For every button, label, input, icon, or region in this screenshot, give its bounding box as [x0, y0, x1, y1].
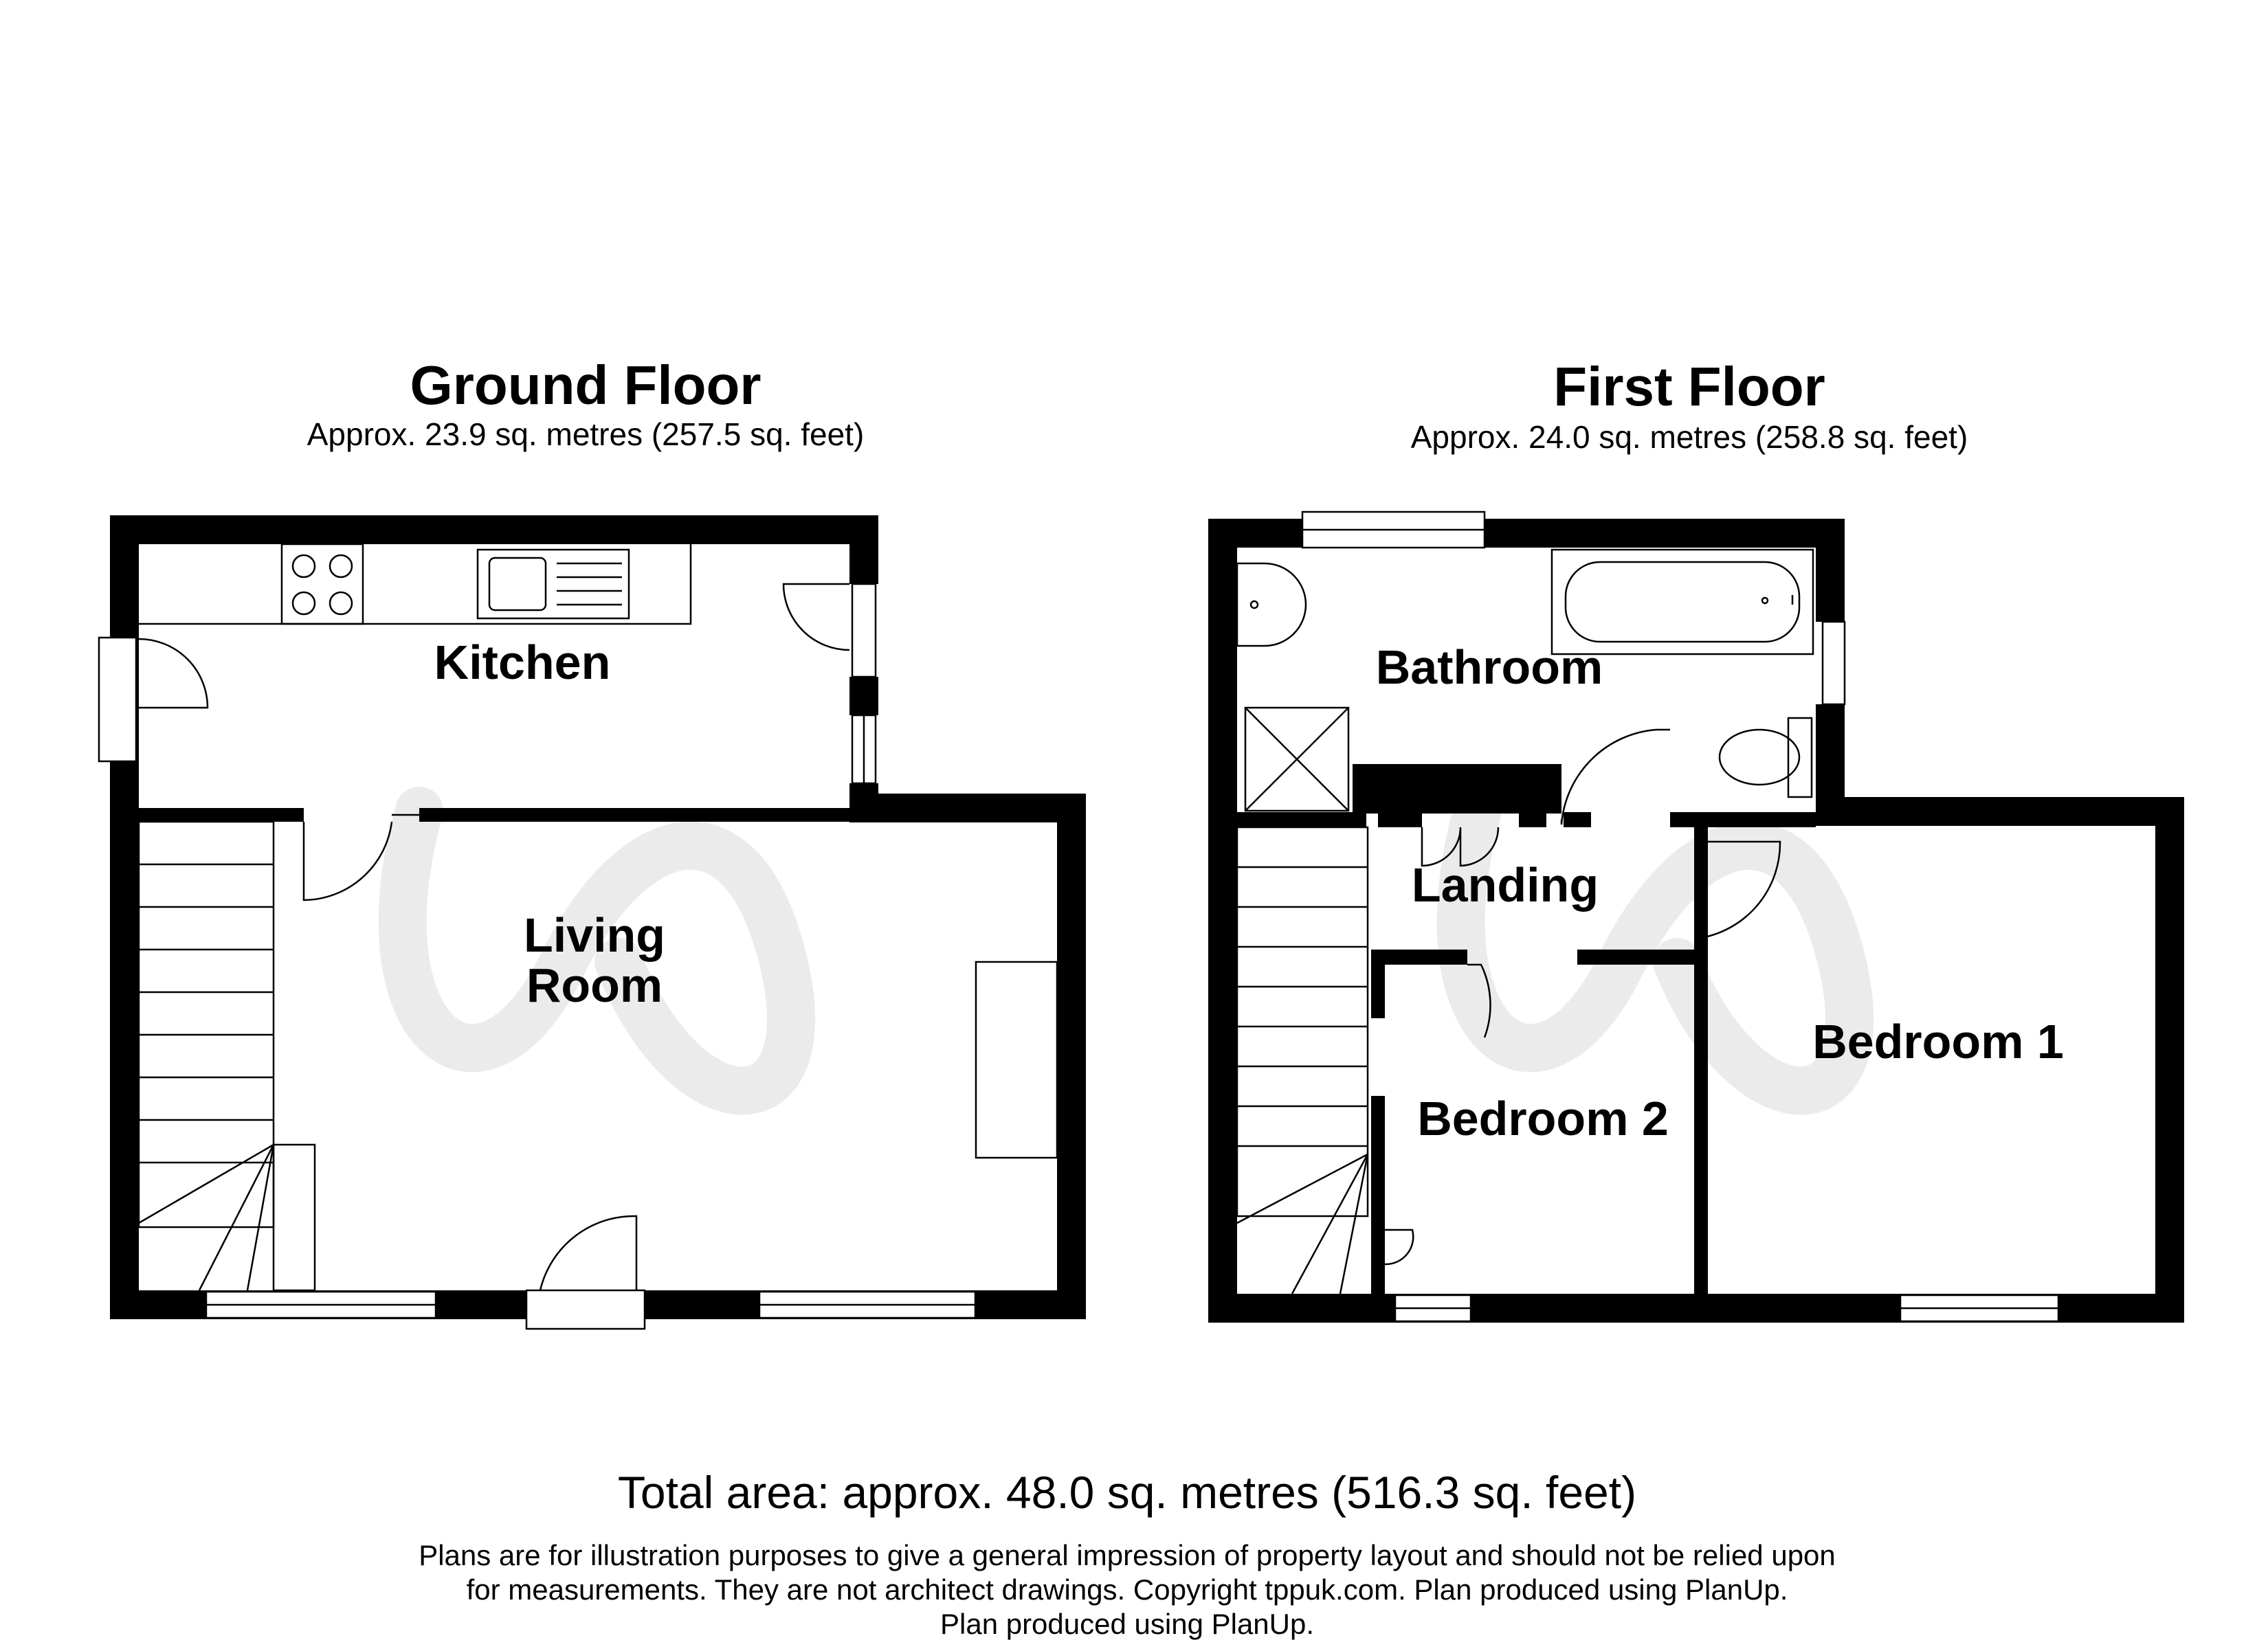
ground-floor-title: Ground Floor [410, 355, 761, 416]
first-floor-plan [1208, 512, 2184, 1323]
room-label-kitchen: Kitchen [434, 636, 611, 689]
first-floor-area: Approx. 24.0 sq. metres (258.8 sq. feet) [1410, 419, 1968, 455]
room-label-living-room-line1: Living [523, 908, 666, 962]
disclaimer-line-1: Plans are for illustration purposes to give a general impression of property layout and should not be relied upon [419, 1539, 1836, 1571]
ground-floor-area: Approx. 23.9 sq. metres (257.5 sq. feet) [307, 416, 865, 452]
disclaimer-line-2: for measurements. They are not architect drawings. Copyright tppuk.com. Plan produced using PlanUp. [466, 1573, 1788, 1606]
first-floor-title: First Floor [1553, 356, 1825, 417]
room-label-landing: Landing [1411, 858, 1599, 912]
ground-stairs [139, 822, 315, 1290]
room-label-bedroom-2: Bedroom 2 [1417, 1092, 1669, 1145]
room-label-bedroom-1: Bedroom 1 [1812, 1015, 2064, 1068]
room-label-living-room-line2: Room [526, 958, 663, 1012]
disclaimer-line-3: Plan produced using PlanUp. [940, 1608, 1315, 1640]
room-label-bathroom: Bathroom [1375, 640, 1603, 694]
ground-floor-plan [99, 515, 1086, 1329]
total-area: Total area: approx. 48.0 sq. metres (516.3 sq. feet) [617, 1467, 1637, 1518]
first-stairs [1237, 827, 1368, 1294]
